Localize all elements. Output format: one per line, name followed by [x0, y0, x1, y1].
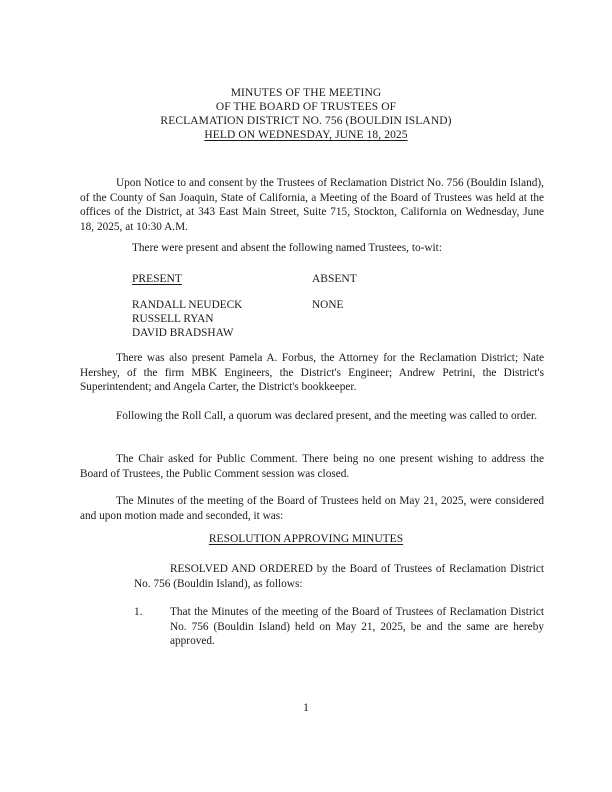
public-comment-text: The Chair asked for Public Comment. There being no one present wishing to address the Board of Trustees, the Public Comment session was closed. — [80, 453, 544, 480]
resolution-heading: RESOLUTION APPROVING MINUTES — [208, 533, 404, 545]
absent-names-list — [312, 298, 343, 312]
notice-text: Upon Notice to and consent by the Trustees of Reclamation District No. 756 (Bouldin Island), of the County of San Joaquin, State of California, a Meeting of the Board of Trustees was held at the offices of the District, at 343 East Main Street, Suite 715, Stockton, California on Wednesday, June 18, 2025, at 10:30 A.M. — [80, 177, 544, 233]
present-name: DAVID BRADSHAW — [132, 327, 234, 340]
resolved-paragraph — [134, 562, 544, 591]
absent-label: ABSENT — [312, 273, 357, 285]
title-line-3: RECLAMATION DISTRICT NO. 756 (BOULDIN ISLAND) — [160, 115, 452, 127]
title-line-2: OF THE BOARD OF TRUSTEES OF — [215, 101, 397, 113]
also-present-text: There was also present Pamela A. Forbus, the Attorney for the Reclamation District; Nate Hershey, of the firm MBK Engineers, the District's Engineer; Andrew Petrini, the District's Superintendent; and Angela Carter, the District's bookkeeper. — [80, 352, 544, 394]
present-intro-text: There were present and absent the following named Trustees, to-wit: — [132, 242, 442, 254]
public-comment-paragraph — [80, 452, 544, 481]
page-number: 1 — [303, 700, 309, 714]
minutes-considered-paragraph — [80, 494, 544, 523]
absent-name: NONE — [312, 299, 344, 311]
minutes-title-block — [0, 86, 612, 142]
minutes-considered-text: The Minutes of the meeting of the Board of Trustees held on May 21, 2025, were considered and upon motion made and seconded, it was: — [80, 495, 544, 522]
roll-call-paragraph — [80, 409, 544, 424]
roll-call-text: Following the Roll Call, a quorum was declared present, and the meeting was called to order. — [116, 410, 538, 422]
resolution-item-text: That the Minutes of the meeting of the Board of Trustees of Reclamation District No. 756 (Bouldin Island) held on May 21, 2025, be and the same are hereby approved. — [170, 606, 544, 648]
notice-paragraph — [80, 176, 544, 234]
resolved-text: RESOLVED AND ORDERED by the Board of Trustees of Reclamation District No. 756 (Bouldin Island), as follows: — [134, 563, 544, 590]
resolution-item-number: 1. — [134, 606, 143, 618]
present-label: PRESENT — [132, 273, 182, 285]
present-names-list — [132, 298, 242, 341]
present-intro-paragraph — [80, 241, 544, 256]
title-line-4: HELD ON WEDNESDAY, JUNE 18, 2025 — [204, 129, 408, 141]
present-name: RUSSELL RYAN — [132, 313, 214, 326]
also-present-paragraph — [80, 351, 544, 395]
title-line-1: MINUTES OF THE MEETING — [230, 87, 382, 99]
present-name: RANDALL NEUDECK — [132, 299, 243, 311]
